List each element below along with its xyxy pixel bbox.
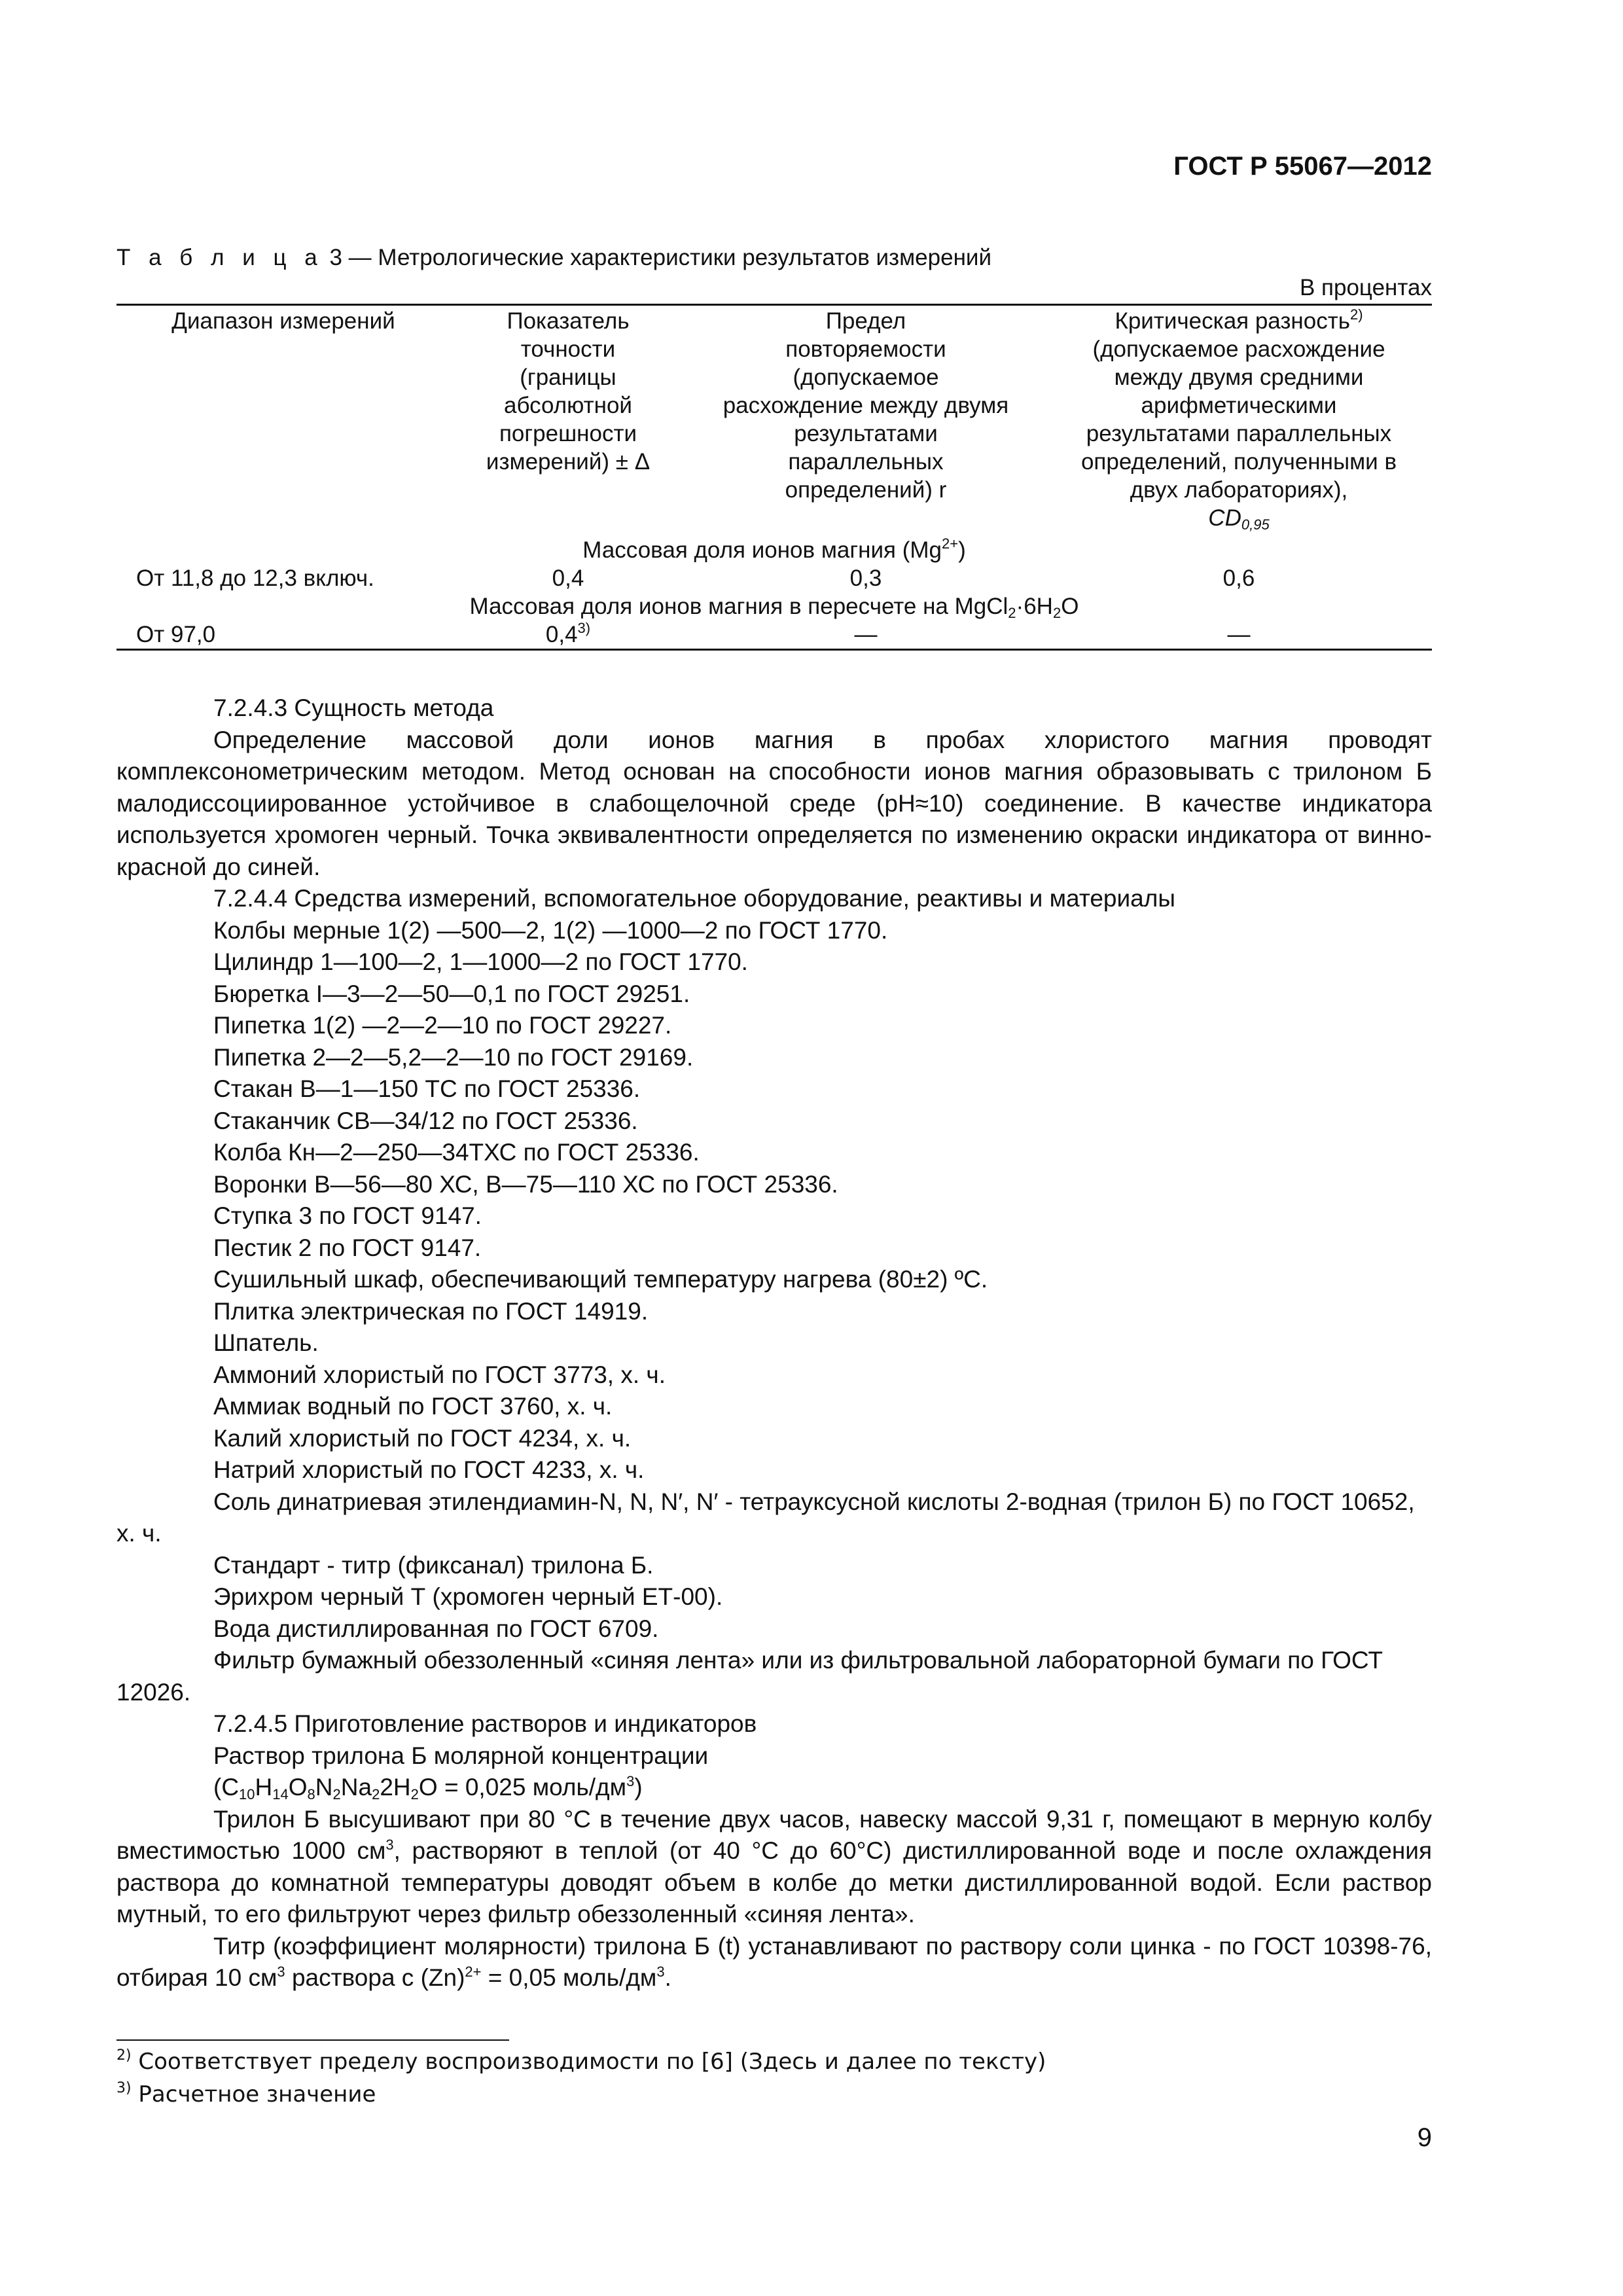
table-header-row: [116, 305, 1432, 537]
cell-repeatability: 0,3: [849, 565, 882, 591]
list-item: Пипетка 1(2) —2—2—10 по ГОСТ 29227.: [213, 1012, 672, 1039]
cell-critical: 0,6: [1222, 565, 1255, 591]
table-row: [116, 564, 1432, 592]
list-item: Ступка 3 по ГОСТ 9147.: [213, 1202, 482, 1229]
text-sup: 3: [385, 1837, 394, 1853]
list-item: Цилиндр 1—100—2, 1—1000—2 по ГОСТ 1770.: [213, 948, 748, 975]
header-critical-difference: [1046, 305, 1432, 537]
header-repeat-line: результатами: [794, 421, 938, 446]
formula-part: O = 0,025 моль/дм: [418, 1774, 627, 1801]
section-sup: 2+: [941, 535, 959, 552]
list-item: Вода дистиллированная по ГОСТ 6709.: [213, 1615, 659, 1642]
formula-part: H: [255, 1774, 273, 1801]
text-run: , растворяют в теплой (от 40 °С до 60°С) дистиллированной воде и после охлаждения раствора до комнатной температуры доводят объем в колбе до метки дистиллированной водой. Если раствор мутный, то его фильтруют через фильтр обеззоленный «синяя лента».: [116, 1837, 1432, 1928]
list-item: Натрий хлористый по ГОСТ 4233, х. ч.: [213, 1456, 645, 1483]
section-sub: 2: [1008, 605, 1016, 621]
header-critical-line: между двумя средними: [1114, 365, 1364, 390]
table-caption-prefix: Т а б л и ц а: [116, 245, 323, 270]
footnote-ref: 2): [1350, 306, 1363, 323]
list-item: Эрихром черный Т (хромоген черный ЕТ-00).: [213, 1583, 723, 1610]
section-text: Массовая доля ионов магния в пересчете на MgCl: [469, 594, 1008, 619]
metrology-table: [116, 304, 1432, 651]
paragraph: [116, 1804, 1432, 1931]
header-accuracy-line: точности: [520, 336, 616, 362]
formula-part: O: [288, 1774, 308, 1801]
header-repeat-line: (допускаемое: [793, 365, 939, 390]
text-sup: 2+: [465, 1964, 482, 1980]
text-run: Трилон Б высушивают при 80 °С в течение двух часов, навеску массой 9,31 г, помещают в мерную колбу вместимостью 1000 см: [116, 1805, 1432, 1864]
list-item: Сушильный шкаф, обеспечивающий температуру нагрева (80±2) ºС.: [213, 1266, 988, 1293]
formula-part: ): [634, 1774, 643, 1801]
list-item: Стакан В—1—150 ТС по ГОСТ 25336.: [213, 1075, 641, 1102]
cd-subscript: 0,95: [1241, 516, 1270, 533]
list-item: Аммиак водный по ГОСТ 3760, х. ч.: [213, 1393, 613, 1420]
footnote-text: Соответствует пределу воспроизводимости по [6] (Здесь и далее по тексту): [138, 2049, 1046, 2075]
formula-part: N: [315, 1774, 333, 1801]
formula-sub: 2: [410, 1786, 419, 1803]
header-critical-line: определений, полученными в: [1080, 449, 1397, 475]
list-item: Фильтр бумажный обеззоленный «синяя лента» или из фильтровальной лабораторной бумаги по ГОСТ 12026.: [116, 1647, 1383, 1706]
cell-range: От 97,0: [136, 622, 216, 647]
footnote-ref: 3): [577, 620, 591, 636]
header-critical-line: арифметическими: [1141, 393, 1337, 418]
header-repeatability: [686, 305, 1046, 537]
footnote-separator: [116, 2039, 509, 2041]
list-item: Калий хлористый по ГОСТ 4234, х. ч.: [213, 1424, 632, 1452]
body-text: [116, 692, 1432, 1994]
header-accuracy: [450, 305, 686, 537]
section-mgcl2: [116, 592, 1432, 620]
header-repeat-line: параллельных: [788, 449, 944, 475]
footnote-2: [116, 2049, 1046, 2075]
header-repeat-line: Предел: [825, 308, 906, 334]
formula-sup: 3: [626, 1773, 635, 1789]
footnote-mark: 3): [116, 2080, 132, 2096]
section-heading: 7.2.4.5 Приготовление растворов и индикаторов: [213, 1710, 757, 1737]
list-item: Колбы мерные 1(2) —500—2, 1(2) —1000—2 по ГОСТ 1770.: [213, 916, 888, 944]
solution-title: Раствор трилона Б молярной концентрации: [213, 1742, 709, 1769]
table-section-row: [116, 536, 1432, 564]
list-item: Воронки В—56—80 ХС, В—75—110 ХС по ГОСТ 25336.: [213, 1170, 838, 1198]
list-item: Пипетка 2—2—5,2—2—10 по ГОСТ 29169.: [213, 1043, 694, 1071]
text-run: = 0,05 моль/дм: [481, 1964, 657, 1991]
table-units: В процентах: [1299, 275, 1432, 300]
footnote-3: [116, 2081, 376, 2108]
list-item: Бюретка I—3—2—50—0,1 по ГОСТ 29251.: [213, 980, 690, 1007]
header-critical-line: (допускаемое расхождение: [1092, 336, 1385, 362]
table-section-row: [116, 592, 1432, 620]
header-repeat-line: повторяемости: [785, 336, 946, 362]
table-caption-title: — Метрологические характеристики результатов измерений: [348, 245, 991, 270]
formula-part: 2H: [380, 1774, 411, 1801]
cell-repeatability: —: [854, 622, 878, 647]
standard-code-header: ГОСТ Р 55067—2012: [1173, 152, 1432, 181]
list-item: Шпатель.: [213, 1329, 319, 1356]
section-heading: 7.2.4.4 Средства измерений, вспомогательное оборудование, реактивы и материалы: [213, 885, 1175, 912]
list-item: Колба Кн—2—250—34ТХС по ГОСТ 25336.: [213, 1139, 700, 1166]
cell-range: От 11,8 до 12,3 включ.: [136, 565, 374, 591]
section-sub: 2: [1052, 605, 1061, 621]
text-sup: 3: [277, 1964, 285, 1980]
cell-accuracy: [450, 620, 686, 650]
header-accuracy-line: измерений) ± Δ: [486, 449, 651, 475]
text-run: Титр (коэффициент молярности) трилона Б (t) устанавливают по раствору соли цинка - по ГОСТ 10398-76, отбирая 10 см: [116, 1932, 1432, 1991]
table-caption-number: 3: [329, 245, 342, 270]
section-heading: 7.2.4.3 Сущность метода: [213, 694, 494, 721]
footnote-mark: 2): [116, 2047, 132, 2064]
text-run: .: [664, 1964, 671, 1991]
formula-sub: 8: [307, 1786, 315, 1803]
list-item: Соль динатриевая этилендиамин-N, N, N′, N′ - тетрауксусной кислоты 2-водная (трилон Б) по ГОСТ 10652, х. ч.: [116, 1488, 1415, 1547]
text-sup: 3: [656, 1964, 665, 1980]
accuracy-value: 0,4: [545, 622, 578, 647]
cell-accuracy: 0,4: [552, 565, 584, 591]
list-item: Пестик 2 по ГОСТ 9147.: [213, 1234, 482, 1261]
header-accuracy-line: погрешности: [499, 421, 637, 446]
table-caption: [116, 245, 991, 271]
section-magnesium-ions: [116, 536, 1432, 564]
critical-title: Критическая разность: [1115, 308, 1350, 334]
header-repeat-line: расхождение между двумя: [722, 393, 1009, 418]
formula-sub: 2: [372, 1786, 380, 1803]
chemical-formula: [116, 1772, 1432, 1804]
header-accuracy-line: абсолютной: [504, 393, 632, 418]
section-mid: ·6H: [1016, 594, 1053, 619]
header-critical-line: [1046, 307, 1432, 335]
list-item: Стаканчик СВ—34/12 по ГОСТ 25336.: [213, 1107, 638, 1134]
section-text: Массовая доля ионов магния (Mg: [582, 537, 942, 563]
formula-sub: 2: [332, 1786, 341, 1803]
formula-sub: 14: [272, 1786, 289, 1803]
list-item: Плитка электрическая по ГОСТ 14919.: [213, 1297, 649, 1325]
header-critical-line: результатами параллельных: [1086, 421, 1392, 446]
footnote-text: Расчетное значение: [138, 2081, 376, 2108]
header-accuracy-line: (границы: [520, 365, 616, 390]
section-end: O: [1061, 594, 1079, 619]
formula-sub: 10: [239, 1786, 255, 1803]
formula-part: (C: [213, 1774, 240, 1801]
header-accuracy-line: Показатель: [507, 308, 630, 334]
page-number: 9: [1417, 2123, 1432, 2152]
header-repeat-line: определений) r: [785, 477, 947, 503]
cd-symbol: CD: [1208, 505, 1241, 531]
section-end: ): [958, 537, 966, 563]
cell-critical: —: [1227, 622, 1251, 647]
header-critical-line: двух лабораториях),: [1130, 477, 1348, 503]
list-item: Стандарт - титр (фиксанал) трилона Б.: [213, 1551, 654, 1579]
paragraph: Определение массовой доли ионов магния в пробах хлористого магния проводят комплексонометрическим методом. Метод основан на способности ионов магния образовывать с трилоном Б малодиссоциированное устойчивое в слабощелочной среде (pH≈10) соединение. В качестве индикатора используется хромоген черный. Точка эквивалентности определяется по изменению окраски индикатора от винно-красной до синей.: [116, 726, 1432, 880]
text-run: раствора с (Zn): [285, 1964, 465, 1991]
header-critical-cd: [1046, 504, 1432, 532]
table-row: [116, 620, 1432, 650]
list-item: Аммоний хлористый по ГОСТ 3773, х. ч.: [213, 1361, 666, 1388]
header-range: Диапазон измерений: [171, 308, 395, 334]
paragraph: [116, 1931, 1432, 1994]
formula-part: Na: [340, 1774, 372, 1801]
